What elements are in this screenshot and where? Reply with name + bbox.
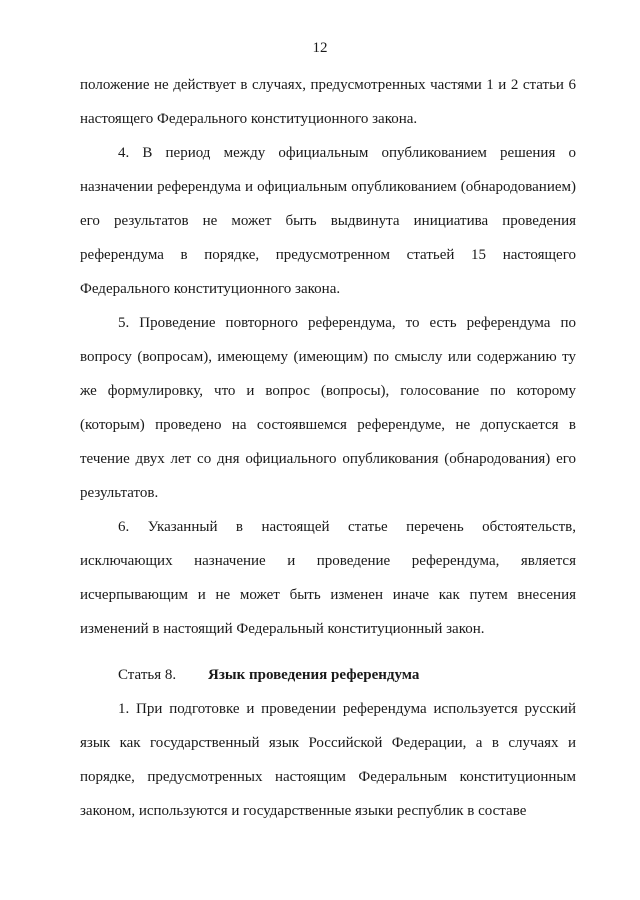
document-body bbox=[80, 68, 576, 828]
article-title: Язык проведения референдума bbox=[208, 667, 420, 683]
paragraph-item-6: 6. Указанный в настоящей статье перечень обстоятельств, исключающих назначение и проведение референдума, является исчерпывающим и не может быть изменен иначе как путем внесения изменений в настоящий Федеральный конституционный закон. bbox=[80, 519, 576, 637]
article-number: Статья 8. bbox=[118, 667, 177, 683]
article-heading bbox=[80, 658, 576, 692]
paragraph-item-4: 4. В период между официальным опубликованием решения о назначении референдума и официальным опубликованием (обнародованием) его результатов не может быть выдвинута инициатива проведения референдума в порядке, предусмотренном статьей 15 настоящего Федерального конституционного закона. bbox=[80, 145, 576, 297]
paragraph-continuation: положение не действует в случаях, предусмотренных частями 1 и 2 статьи 6 настоящего Федерального конституционного закона. bbox=[80, 77, 576, 127]
paragraph-item-5: 5. Проведение повторного референдума, то есть референдума по вопросу (вопросам), имеющему (имеющим) по смыслу или содержанию ту же формулировку, что и вопрос (вопросы), голосование по которому (которым) проведено на состоявшемся референдуме, не допускается в течение двух лет со дня официального опубликования (обнародования) его результатов. bbox=[80, 315, 576, 501]
page-number: 12 bbox=[312, 40, 328, 56]
article-paragraph-1: 1. При подготовке и проведении референдума используется русский язык как государственный язык Российской Федерации, а в случаях и порядке, предусмотренных настоящим Федеральным конституционным законом, используются и государственные языки республик в составе bbox=[80, 701, 576, 819]
